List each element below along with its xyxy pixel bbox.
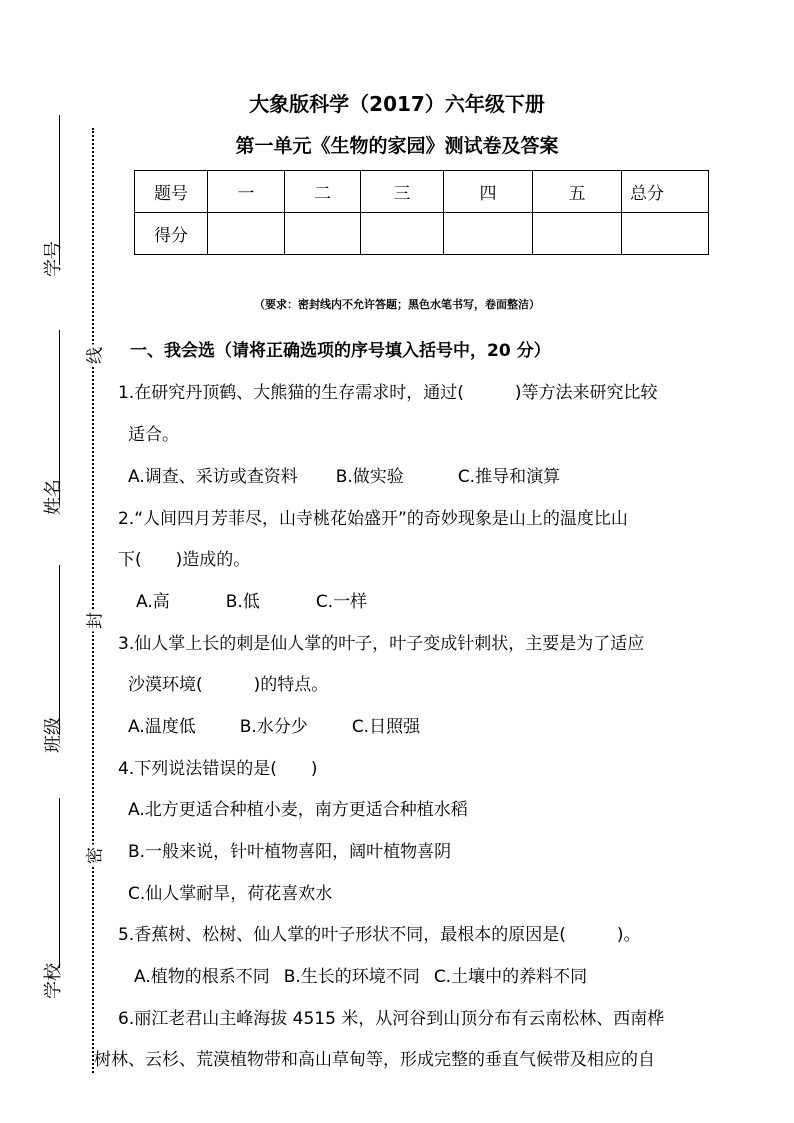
option: C.推导和演算 (457, 467, 561, 487)
table-cell: 题号 (135, 171, 208, 213)
class-line (59, 565, 60, 735)
question-stem-continued: 树林、云杉、荒漠植物带和高山草甸等，形成完整的垂直气候带及相应的自 (94, 1050, 655, 1070)
question-options (134, 962, 587, 987)
option: A.调查、采访或查资料 (128, 467, 298, 487)
option: A.北方更适合种植小麦，南方更适合种植水稻 (128, 800, 468, 820)
option: A.植物的根系不同 (134, 967, 270, 987)
table-cell: 五 (533, 171, 622, 213)
table-cell: 一 (208, 171, 285, 213)
seal-char-secret: 密 (81, 845, 106, 867)
page-subtitle: 第一单元《生物的家园》测试卷及答案 (235, 135, 559, 157)
table-cell: 得分 (135, 213, 208, 255)
option: A.温度低 (128, 717, 196, 737)
question-stem-continued: 下( )造成的。 (118, 550, 251, 570)
score-cell (533, 213, 622, 255)
student-id-label: 学号 (43, 241, 64, 277)
question-options (128, 712, 420, 737)
school-line (59, 798, 60, 968)
question-stem: 3.仙人掌上长的刺是仙人掌的叶子，叶子变成针刺状，主要是为了适应 (118, 634, 645, 654)
option: A.高 (136, 592, 170, 612)
score-cell (208, 213, 285, 255)
option: B.水分少 (239, 717, 308, 737)
option: B.低 (225, 592, 260, 612)
score-cell (361, 213, 444, 255)
question-stem-continued: 沙漠环境( )的特点。 (128, 675, 329, 695)
page-title: 大象版科学（2017）六年级下册 (249, 92, 545, 116)
question-stem: 2.“人间四月芳菲尽，山寺桃花始盛开”的奇妙现象是山上的温度比山 (118, 509, 628, 529)
question-stem: 6.丽江老君山主峰海拔 4515 米，从河谷到山顶分布有云南松林、西南桦 (118, 1009, 665, 1029)
option: B.生长的环境不同 (283, 967, 420, 987)
option: B.一般来说，针叶植物喜阳，阔叶植物喜阴 (128, 842, 452, 862)
class-label: 班级 (43, 717, 64, 753)
score-table-header-row (135, 171, 709, 213)
score-cell (285, 213, 361, 255)
seal-dotted-line (92, 128, 94, 1073)
question-stem-continued: 适合。 (128, 425, 179, 445)
option: C.仙人掌耐旱，荷花喜欢水 (128, 884, 333, 904)
name-label: 姓名 (43, 479, 64, 515)
option: C.日照强 (351, 717, 421, 737)
option: C.一样 (315, 592, 368, 612)
score-table (134, 170, 709, 255)
seal-char-seal: 封 (81, 610, 106, 632)
section-heading: 一、我会选（请将正确选项的序号填入括号中，20 分） (130, 341, 551, 361)
question-stem: 5.香蕉树、松树、仙人掌的叶子形状不同，最根本的原因是( )。 (118, 925, 641, 945)
score-table-score-row (135, 213, 709, 255)
question-stem: 4.下列说法错误的是( ) (118, 759, 318, 779)
table-cell: 二 (285, 171, 361, 213)
option: B.做实验 (335, 467, 404, 487)
score-cell (444, 213, 533, 255)
table-cell: 三 (361, 171, 444, 213)
table-cell: 四 (444, 171, 533, 213)
school-label: 学校 (43, 963, 64, 999)
seal-char-line: 线 (81, 345, 106, 367)
score-cell (622, 213, 709, 255)
exam-note: （要求：密封线内不允许答题；黑色水笔书写，卷面整洁） (254, 298, 540, 311)
question-options (136, 587, 367, 612)
option: C.土壤中的养料不同 (433, 967, 588, 987)
table-cell: 总分 (622, 171, 709, 213)
question-stem: 1.在研究丹顶鹤、大熊猫的生存需求时，通过( )等方法来研究比较 (118, 383, 658, 403)
question-options (128, 462, 560, 487)
